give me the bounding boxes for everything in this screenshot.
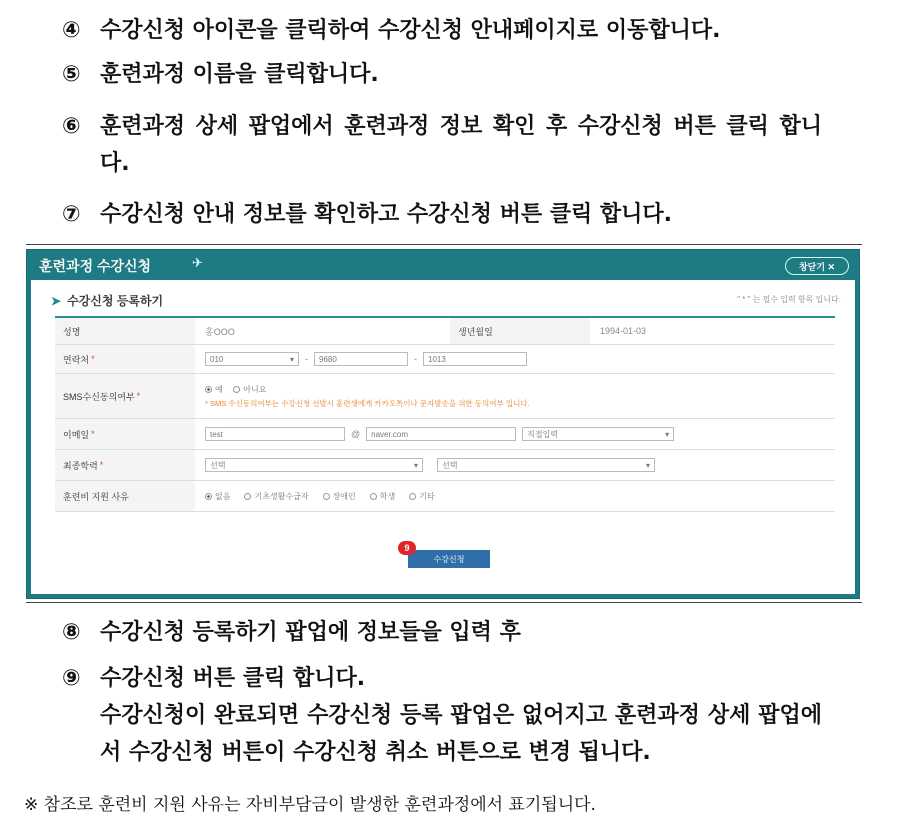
education-row — [55, 450, 835, 481]
enroll-submit-button[interactable]: 수강신청 — [408, 550, 490, 568]
radio-dot — [205, 493, 212, 500]
step-detail: 수강신청이 완료되면 수강신청 등록 팝업은 없어지고 훈련과정 상세 팝업에서 수강신청 버튼이 수강신청 취소 버튼으로 변경 됩니다. — [100, 703, 822, 765]
sms-yes-radio[interactable] — [205, 384, 223, 395]
step-9-body — [100, 660, 822, 771]
step-text: 훈련과정 이름을 클릭합니다. — [100, 62, 379, 87]
sms-options — [195, 384, 835, 409]
step-text: 훈련과정 상세 팝업에서 훈련과정 정보 확인 후 수강신청 버튼 클릭 합니다. — [100, 114, 822, 176]
step-number: ④ — [62, 18, 81, 43]
step-4 — [62, 12, 822, 49]
step-9 — [62, 660, 822, 771]
support-option-label: 학생 — [379, 491, 396, 501]
phone-prefix-value: 010 — [210, 354, 224, 364]
email-label-text: 이메일 — [63, 429, 90, 440]
required-mark: * — [136, 391, 141, 401]
step-number: ⑨ — [62, 666, 81, 691]
phone-fields — [195, 352, 835, 366]
support-radio-basic[interactable] — [244, 491, 308, 502]
divider — [26, 602, 862, 603]
required-mark: * — [91, 354, 95, 364]
email-domain-select[interactable] — [522, 427, 674, 441]
support-label: 훈련비 지원 사유 — [55, 481, 195, 511]
chevron-down-icon: ▾ — [413, 460, 418, 470]
sms-label-text: SMS수신동의여부 — [63, 391, 135, 402]
email-domain-input[interactable]: naver.com — [366, 427, 516, 441]
support-radio-disabled[interactable] — [323, 491, 356, 502]
radio-dot — [205, 386, 212, 393]
birth-value: 1994-01-03 — [600, 326, 647, 336]
support-option-label: 기초생활수급자 — [254, 491, 309, 501]
sms-radio-group — [205, 384, 274, 395]
step-5 — [62, 56, 822, 93]
phone-prefix-select[interactable] — [205, 352, 299, 366]
email-id-input[interactable]: test — [205, 427, 345, 441]
education-select-1[interactable] — [205, 458, 423, 472]
required-mark: * — [99, 460, 104, 470]
step-8 — [62, 614, 822, 651]
radio-dot — [370, 493, 377, 500]
radio-dot — [409, 493, 416, 500]
section-title — [51, 292, 163, 309]
step-number: ⑥ — [62, 114, 81, 139]
chevron-down-icon: ▾ — [665, 429, 670, 439]
section-title-text: 수강신청 등록하기 — [67, 294, 164, 308]
arrow-icon: ➤ — [51, 294, 62, 308]
step-text: 수강신청 아이콘을 클릭하여 수강신청 안내페이지로 이동합니다. — [100, 18, 721, 43]
email-fields — [195, 427, 835, 441]
education-label-text: 최종학력 — [63, 460, 98, 471]
support-option-label: 기타 — [419, 491, 435, 501]
sms-warning: * SMS 수신동의여부는 수강신청 선발시 훈련생에게 카카오톡이나 문자발송을 위한 동의여부 입니다. — [205, 398, 530, 408]
step-text: 수강신청 버튼 클릭 합니다. — [100, 666, 366, 691]
step-number: ⑤ — [62, 62, 81, 87]
sms-no-radio[interactable] — [233, 384, 266, 395]
step-text: 수강신청 등록하기 팝업에 정보들을 입력 후 — [100, 620, 521, 645]
email-row — [55, 419, 835, 450]
popup-title: 훈련과정 수강신청 — [39, 258, 152, 274]
step-text: 수강신청 안내 정보를 확인하고 수강신청 버튼 클릭 합니다. — [100, 202, 673, 227]
popup-header — [27, 250, 859, 280]
required-mark: * — [91, 429, 95, 439]
step-6 — [62, 108, 822, 182]
support-option-label: 장애인 — [332, 491, 356, 501]
name-row — [55, 318, 835, 345]
plane-icon: ✈ — [192, 256, 203, 271]
radio-dot — [323, 493, 330, 500]
reference-note: ※ 참조로 훈련비 지원 사유는 자비부담금이 발생한 훈련과정에서 표기됩니다. — [24, 795, 596, 815]
sms-yes-label: 예 — [215, 384, 223, 394]
at-sign: @ — [351, 429, 361, 439]
phone-label — [55, 345, 195, 373]
required-note: " * " 는 필수 입력 항목 입니다. — [737, 295, 841, 304]
education-label — [55, 450, 195, 480]
support-radio-student[interactable] — [370, 491, 395, 502]
support-row — [55, 481, 835, 512]
close-button[interactable]: 창닫기 ✕ — [785, 257, 849, 275]
sms-no-label: 아니요 — [243, 384, 267, 394]
support-option-label: 없음 — [215, 491, 231, 501]
birth-label: 생년월일 — [450, 318, 590, 344]
dash: - — [305, 354, 308, 364]
dash: - — [414, 354, 417, 364]
phone-row — [55, 345, 835, 374]
chevron-down-icon: ▾ — [645, 460, 650, 470]
radio-dot — [244, 493, 251, 500]
name-label: 성명 — [55, 318, 195, 344]
phone-last-input[interactable]: 1013 — [423, 352, 527, 366]
support-radio-other[interactable] — [409, 491, 434, 502]
divider — [26, 244, 862, 245]
step-7 — [62, 196, 822, 233]
education-fields — [195, 458, 835, 472]
email-label — [55, 419, 195, 449]
radio-dot — [233, 386, 240, 393]
name-value: 홍OOO — [205, 326, 235, 337]
enrollment-popup — [26, 249, 860, 599]
step-badge: 9 — [398, 541, 416, 555]
step-number: ⑧ — [62, 620, 81, 645]
education-select-2-value: 선택 — [442, 460, 458, 470]
chevron-down-icon: ▾ — [289, 354, 294, 364]
support-radio-none[interactable] — [205, 491, 230, 502]
education-select-1-value: 선택 — [210, 460, 226, 470]
support-options — [195, 491, 835, 502]
sms-label — [55, 374, 195, 418]
submit-area — [404, 543, 490, 568]
step-number: ⑦ — [62, 202, 81, 227]
education-select-2[interactable] — [437, 458, 655, 472]
phone-middle-input[interactable]: 9680 — [314, 352, 408, 366]
popup-body — [31, 280, 855, 594]
phone-label-text: 연락처 — [63, 354, 90, 365]
sms-row — [55, 374, 835, 419]
email-select-value: 직접입력 — [527, 429, 559, 439]
enrollment-form — [55, 316, 835, 512]
